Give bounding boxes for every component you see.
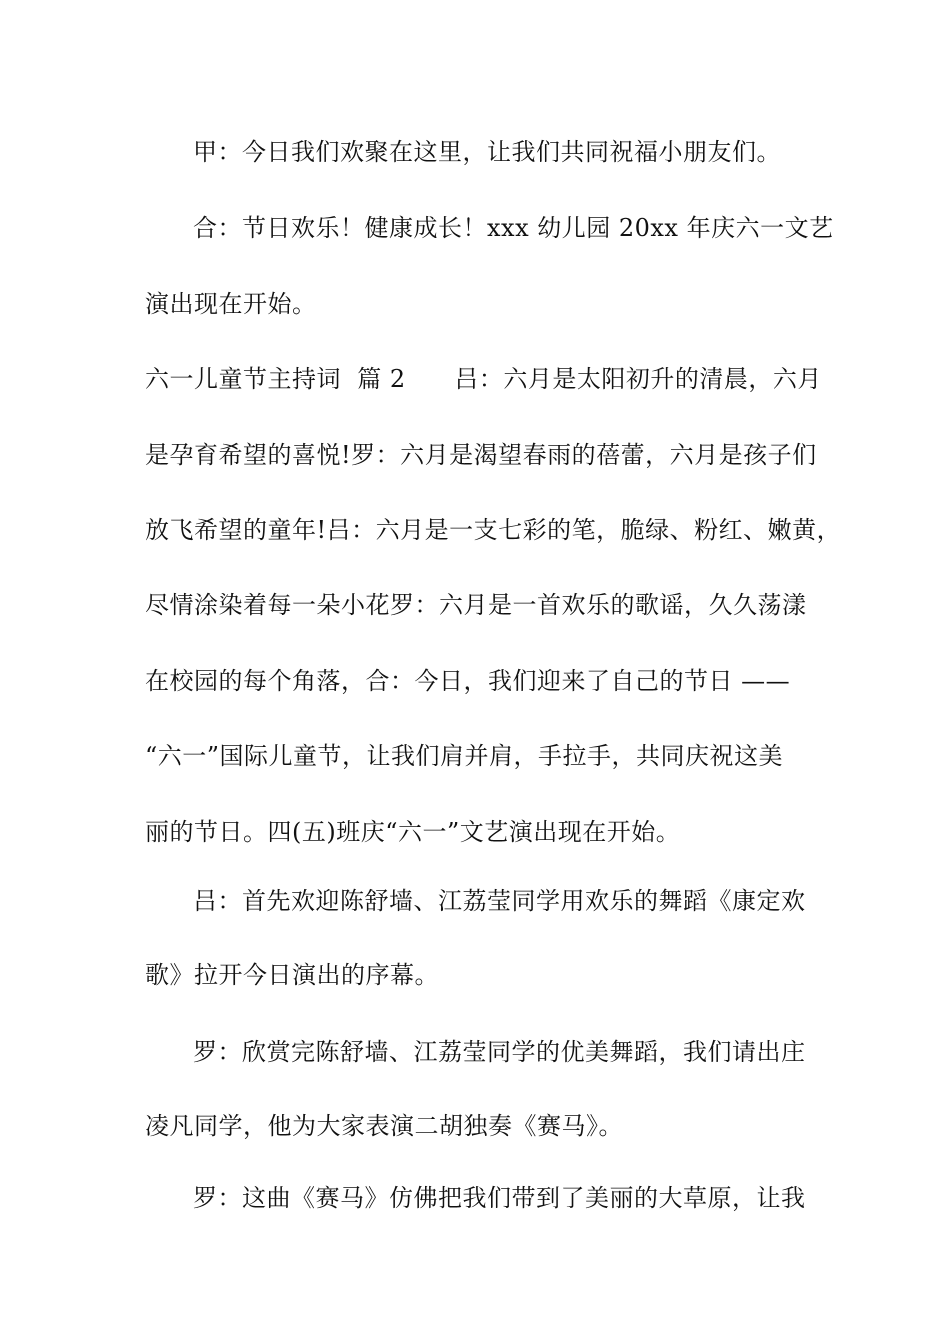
text-line: 放飞希望的童年!吕：六月是一支七彩的笔，脆绿、粉红、嫩黄， <box>145 516 842 544</box>
section-heading-line: 六一儿童节主持词 篇 2 吕：六月是太阳初升的清晨，六月 <box>145 365 822 393</box>
text-line: 甲：今日我们欢聚在这里，让我们共同祝福小朋友们。 <box>193 138 781 166</box>
text-line: 丽的节日。四(五)班庆“六一”文艺演出现在开始。 <box>145 818 681 846</box>
text-line: 尽情涂染着每一朵小花罗：六月是一首欢乐的歌谣，久久荡漾 <box>145 591 807 619</box>
text-line: 是孕育希望的喜悦!罗：六月是渴望春雨的蓓蕾，六月是孩子们 <box>145 441 817 469</box>
text-line: 罗：欣赏完陈舒墙、江荔莹同学的优美舞蹈，我们请出庄 <box>193 1038 806 1066</box>
text-line: 合：节日欢乐！健康成长！xxx 幼儿园 20xx 年庆六一文艺 <box>193 214 834 242</box>
text-line: 歌》拉开今日演出的序幕。 <box>145 961 439 989</box>
text-line: 凌凡同学，他为大家表演二胡独奏《赛马》。 <box>145 1112 623 1140</box>
text-line: “六一”国际儿童节，让我们肩并肩，手拉手，共同庆祝这美 <box>145 742 784 770</box>
text-line: 演出现在开始。 <box>145 290 317 318</box>
text-line: 在校园的每个角落，合：今日，我们迎来了自己的节日 —— <box>145 667 791 695</box>
text-line: 吕：首先欢迎陈舒墙、江荔莹同学用欢乐的舞蹈《康定欢 <box>193 887 806 915</box>
text-line: 罗：这曲《赛马》仿佛把我们带到了美丽的大草原，让我 <box>193 1184 806 1212</box>
